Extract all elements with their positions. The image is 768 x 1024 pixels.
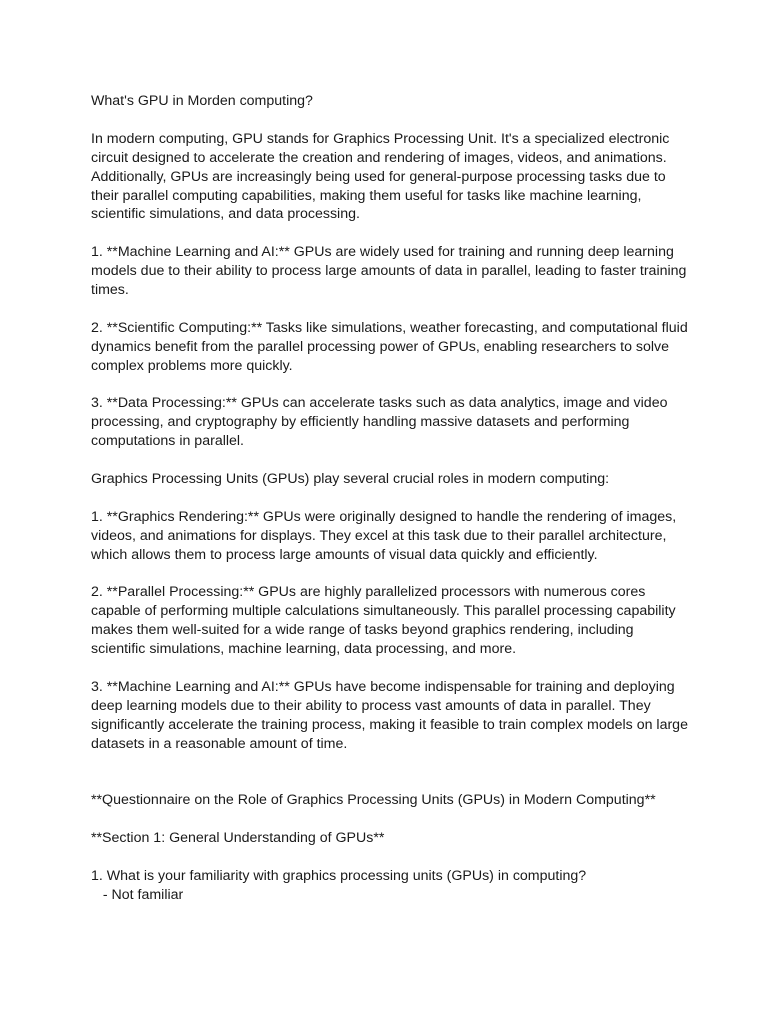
list-b-item-2: 2. **Parallel Processing:** GPUs are highly parallelized processors with numerous cores capable of performing multiple calculations simultaneously. This parallel processing capability makes them well-suited for a wide range of tasks beyond graphics rendering, including scientific simulations, machine learning, data processing, and more. (91, 584, 680, 658)
spacer (91, 659, 691, 678)
intro-paragraph: In modern computing, GPU stands for Graphics Processing Unit. It's a specialized electronic circuit designed to accelerate the creation and rendering of images, videos, and animations. Additionally, GPUs are increasingly being used for general-purpose processing tasks due to their parallel computing capabilities, making them useful for tasks like machine learning, scientific simulations, and data processing. (91, 130, 674, 223)
spacer (91, 754, 691, 792)
spacer (91, 300, 691, 319)
spacer (91, 451, 691, 470)
section-1-title: **Section 1: General Understanding of GPUs** (91, 830, 385, 847)
document-title: What's GPU in Morden computing? (91, 93, 313, 109)
question-1-option-1: - Not familiar (91, 886, 184, 903)
roles-intro-paragraph: Graphics Processing Units (GPUs) play several crucial roles in modern computing: (91, 471, 610, 488)
list-a-item-1: 1. **Machine Learning and AI:** GPUs are widely used for training and running deep learning models due to their ability to process large amounts of data in parallel, leading to faster training times. (91, 244, 691, 299)
spacer (91, 224, 691, 243)
question-1: 1. What is your familiarity with graphics processing units (GPUs) in computing? (91, 867, 587, 884)
spacer (91, 489, 691, 508)
list-a-item-2: 2. **Scientific Computing:** Tasks like simulations, weather forecasting, and computational fluid dynamics benefit from the parallel processing power of GPUs, enabling researchers to solve complex problems more quickly. (91, 319, 692, 374)
spacer (91, 848, 691, 867)
spacer (91, 565, 691, 584)
spacer (91, 111, 691, 130)
questionnaire-title: **Questionnaire on the Role of Graphics Processing Units (GPUs) in Modern Computing** (91, 792, 656, 809)
list-b-item-3: 3. **Machine Learning and AI:** GPUs have become indispensable for training and deploying deep learning models due to their ability to process vast amounts of data in parallel. They significantly accelerate the training process, making it feasible to train complex models on large datasets in a reasonable amount of time. (91, 678, 692, 752)
document-page (91, 92, 691, 905)
list-b-item-1: 1. **Graphics Rendering:** GPUs were originally designed to handle the rendering of images, videos, and animations for displays. They excel at this task due to their parallel architecture, which allows them to process large amounts of visual data quickly and efficiently. (91, 508, 681, 563)
spacer (91, 810, 691, 829)
list-a-item-3: 3. **Data Processing:** GPUs can accelerate tasks such as data analytics, image and video processing, and cryptography by efficiently handling massive datasets and performing computations in parallel. (91, 395, 672, 450)
spacer (91, 376, 691, 395)
